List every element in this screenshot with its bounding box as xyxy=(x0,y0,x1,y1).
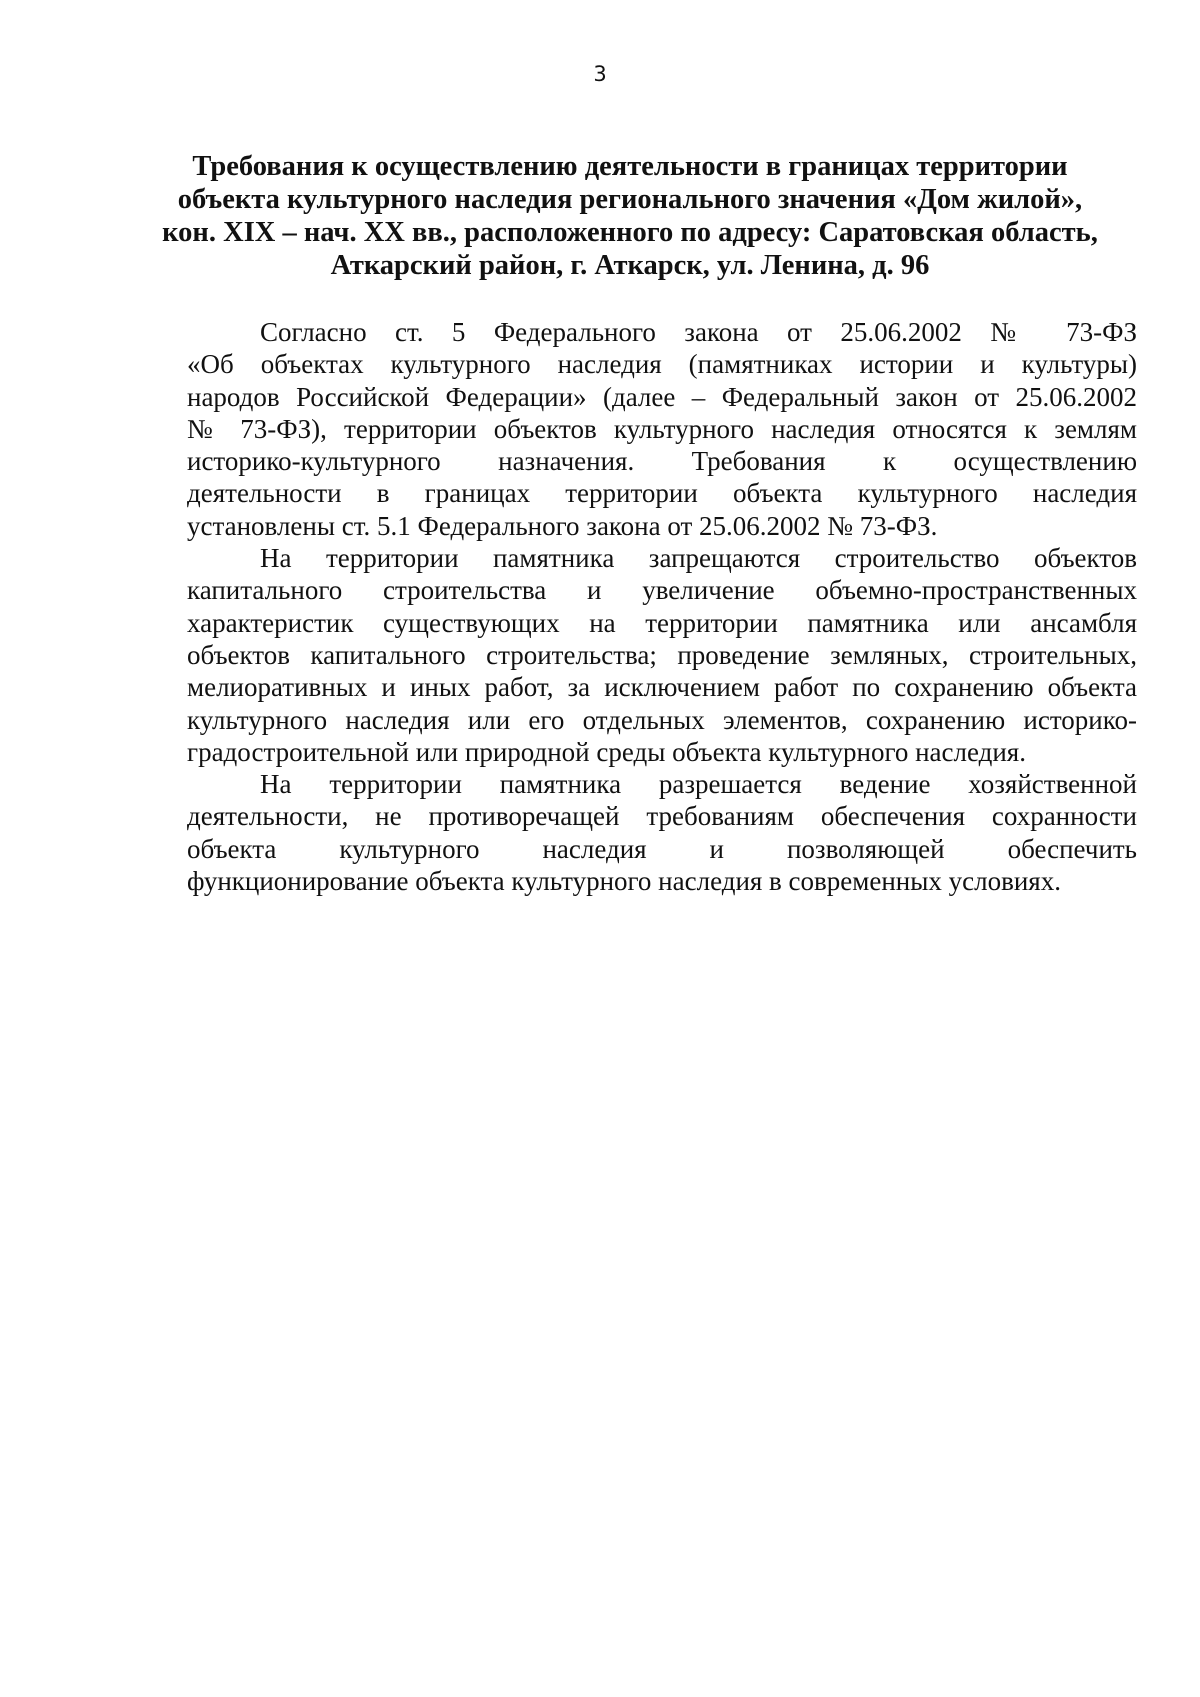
title-line: Аткарский район, г. Аткарск, ул. Ленина, д. 96 xyxy=(330,250,930,281)
document-body xyxy=(187,316,1137,897)
title-line: Требования к осуществлению деятельности в границах территории xyxy=(192,151,1068,182)
paragraph-line: капитального строительства и увеличение объемно-пространственных xyxy=(187,575,1137,606)
title-line: объекта культурного наследия регионального значения «Дом жилой», xyxy=(177,184,1083,215)
paragraph-line: функционирование объекта культурного наследия в современных условиях. xyxy=(187,866,1061,897)
paragraph-line: Согласно ст. 5 Федерального закона от 25.06.2002 № 73-ФЗ xyxy=(260,317,1137,347)
paragraph-line: На территории памятника запрещаются строительство объектов xyxy=(260,543,1137,574)
paragraph-line: культурного наследия или его отдельных элементов, сохранению историко- xyxy=(187,704,1137,735)
paragraph-permissions xyxy=(187,768,1137,897)
paragraph-line: мелиоративных и иных работ, за исключением работ по сохранению объекта xyxy=(187,672,1137,703)
paragraph-line: деятельности в границах территории объекта культурного наследия xyxy=(187,478,1137,509)
paragraph-prohibitions xyxy=(187,542,1137,768)
paragraph-line: деятельности, не противоречащей требованиям обеспечения сохранности xyxy=(187,801,1137,832)
paragraph-line: № 73-ФЗ), территории объектов культурного наследия относятся к землям xyxy=(187,413,1137,444)
document-title xyxy=(150,150,1110,282)
paragraph-legal-basis xyxy=(187,316,1137,542)
page-number: 3 xyxy=(593,62,607,86)
paragraph-line: объекта культурного наследия и позволяющей обеспечить xyxy=(187,833,1137,864)
paragraph-line: установлены ст. 5.1 Федерального закона от 25.06.2002 № 73-ФЗ. xyxy=(187,510,938,541)
paragraph-line: характеристик существующих на территории памятника или ансамбля xyxy=(187,607,1137,638)
paragraph-line: «Об объектах культурного наследия (памятниках истории и культуры) xyxy=(187,349,1137,380)
paragraph-line: народов Российской Федерации» (далее – Федеральный закон от 25.06.2002 xyxy=(187,381,1137,412)
paragraph-line: объектов капитального строительства; проведение земляных, строительных, xyxy=(187,639,1137,670)
paragraph-line: На территории памятника разрешается ведение хозяйственной xyxy=(260,769,1137,800)
paragraph-line: градостроительной или природной среды объекта культурного наследия. xyxy=(187,736,1026,767)
title-line: кон. XIX – нач. XX вв., расположенного по адресу: Саратовская область, xyxy=(162,217,1098,248)
paragraph-line: историко-культурного назначения. Требования к осуществлению xyxy=(187,446,1137,477)
